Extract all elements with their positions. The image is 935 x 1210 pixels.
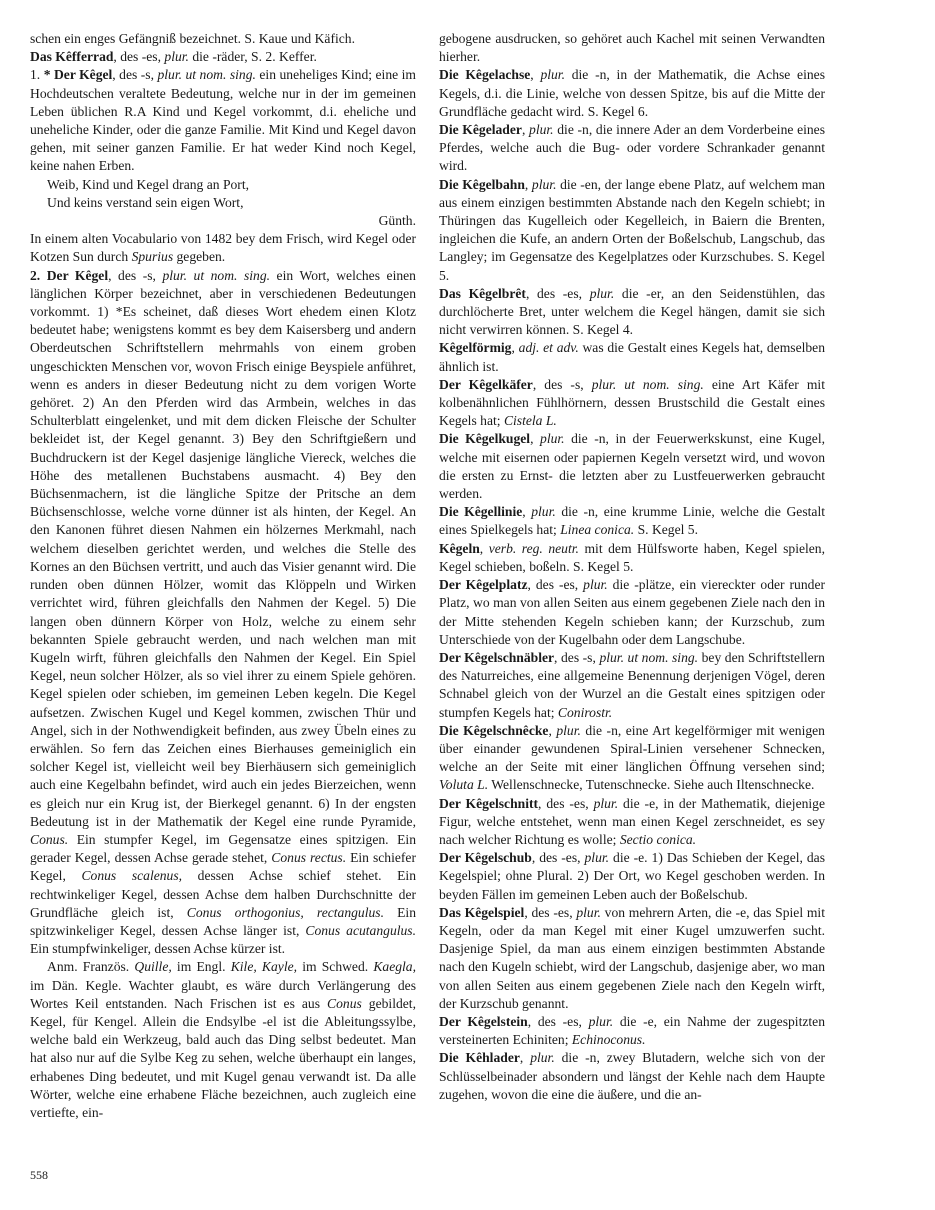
headword: Die Kêgelachse <box>439 67 531 83</box>
italic-term: Conus acutangulus. <box>305 922 416 938</box>
italic-term: adj. et adv. <box>518 340 579 356</box>
body-text: schen ein enges Gefängniß bezeichnet. S. Kaue und Käfich. <box>30 31 355 46</box>
dictionary-entry <box>439 430 825 503</box>
body-text: die -räder, S. 2. Keffer. <box>188 49 317 65</box>
headword: Der Kêgelschnäbler <box>439 649 555 665</box>
headword: Das Kêgelbrêt <box>439 285 526 301</box>
dictionary-entry <box>439 540 825 576</box>
italic-term: Conirostr. <box>557 704 613 720</box>
italic-term: plur. <box>529 122 554 138</box>
dictionary-entry <box>439 576 825 649</box>
headword: Der Kêgelschnitt <box>439 795 539 811</box>
italic-term: plur. <box>583 577 608 593</box>
body-text: , <box>530 67 541 83</box>
body-text: Günth. <box>378 213 416 229</box>
dictionary-entry <box>439 849 825 904</box>
italic-term: Conus scalenus, <box>81 868 183 884</box>
headword: Kêgelförmig <box>439 340 512 356</box>
dictionary-entry <box>439 795 825 850</box>
italic-term: plur. <box>540 67 565 83</box>
dictionary-entry <box>439 1049 825 1104</box>
body-text: , <box>530 431 541 447</box>
body-text: eine Art Käfer mit kolbenähnlichen Fühlhörnern, dessen Brustschild die Gestalt eines Kegels hat; <box>439 376 825 429</box>
body-text: die -e. 1) Das Schieben der Kegel, das Kegelspiel; ohne Plural. 2) Der Ort, wo Kegel geschoben werden. In beyden Fällen im gemeinen Leben auch der Boßelschub. <box>439 850 825 902</box>
italic-term: Echinoconus. <box>571 1032 646 1048</box>
body-text: S. Kegel 5. <box>634 522 698 538</box>
body-text: , <box>511 340 519 356</box>
body-text: , <box>479 540 489 556</box>
dictionary-entry <box>439 376 825 431</box>
headword: Der Kêgelkäfer <box>439 376 533 392</box>
body-text: , des -es, <box>531 850 585 866</box>
italic-term: plur. ut nom. sing. <box>599 649 699 665</box>
headword: Die Kêgelschnêcke <box>439 722 549 738</box>
body-text: 1. <box>30 67 44 83</box>
body-text: was die Gestalt eines Kegels hat, demselben ähnlich ist. <box>439 340 826 374</box>
italic-term: plur. <box>530 1050 555 1066</box>
italic-term: plur. ut nom. sing. <box>162 267 271 283</box>
body-text: Weib, Kind und Kegel drang an Port, <box>47 176 250 192</box>
body-text: , des -s, <box>532 376 592 392</box>
italic-term: Conus orthogonius, rectangulus. <box>186 904 384 920</box>
italic-term: Kaegla, <box>373 959 416 975</box>
dictionary-entry <box>439 1013 825 1049</box>
dictionary-entry <box>439 66 825 121</box>
body-text: Ein stumpfwinkeliger, dessen Achse kürzer ist. <box>30 941 286 957</box>
body-text: Ein stumpfer Kegel, im Gegensatze eines spitzigen. Ein gerader Kegel, dessen Achse gerade stehet, <box>30 831 416 866</box>
italic-term: plur. <box>164 49 189 65</box>
italic-term: Sectio conica. <box>619 831 697 847</box>
body-text: die -e, ein Nahme der zugespitzten versteinerten Echiniten; <box>439 1013 825 1048</box>
italic-term: Conus rectus. <box>271 850 347 866</box>
dictionary-entry <box>439 121 825 176</box>
headword: Die Kêgelader <box>439 122 522 138</box>
dictionary-entry <box>439 339 825 375</box>
body-text: die -n, eine krumme Linie, welche die Gestalt eines Spielkegels hat; <box>439 504 825 538</box>
body-text: Ein spitzwinkeliger Kegel, dessen Achse länger ist, <box>30 904 417 938</box>
page-number: 558 <box>30 1168 48 1182</box>
dictionary-entry <box>439 904 825 1013</box>
headword: * Der Kêgel <box>43 67 113 83</box>
italic-term: Cistela L. <box>503 413 557 429</box>
dictionary-entry <box>439 176 825 285</box>
body-text: , <box>548 722 557 738</box>
body-text: die -n, zwey Blutadern, welche sich von der Schlüsselbeinader absondern und längst der Kehle nach dem Haupte zugehen, wovon die eine die äußere, und die an- <box>439 1050 826 1102</box>
text-paragraph <box>439 30 825 66</box>
body-text: , des -es, <box>527 577 584 593</box>
body-text: , <box>519 1050 531 1066</box>
body-text: ein uneheliges Kind; eine im Hochdeutschen veraltete Bedeutung, welche nur in der im gemeinen Leben üblichen R.A Kind und Kegel vorkommt, d.i. eheliche und uneheliche Kinder, oder die ganze Familie. Mit Kind und Kegel davon gehen, mit seiner ganzen Familie. Er hat weder Kind noch Kegel, keine nahen Erben. <box>30 67 416 174</box>
dictionary-entry <box>439 722 825 795</box>
body-text: , <box>524 176 532 192</box>
dictionary-entry <box>30 267 416 959</box>
headword: Der Kêgelstein <box>439 1013 528 1029</box>
headword: Das Kêfferrad <box>30 49 114 65</box>
italic-term: plur. <box>584 850 610 866</box>
dictionary-entry <box>439 285 825 340</box>
body-text: die -en, der lange ebene Platz, auf welchem man aus einem einzigen bestimmten Abstande nach den Kegeln schiebt; in Thüringen das Kugelleich oder Kegelleich, in Baiern die Brenten, ingleichen die Kufe, an andern Orten der Boßelschub, Langschub, das Langley; im Gegensatze des Kegelplatzes oder Kurzschubes. S. Kegel 5. <box>439 176 826 283</box>
dictionary-entry <box>439 503 825 539</box>
body-text: dessen Achse schief stehet. Ein rechtwinkeliger Kegel, dessen Achse dem halben Durchschnitte der Grundfläche gleich ist, <box>30 868 416 920</box>
italic-term: Conus. <box>30 831 69 847</box>
body-text: , des -s, <box>112 67 158 83</box>
headword: Das Kêgelspiel <box>439 904 525 920</box>
text-paragraph <box>30 958 416 1122</box>
italic-term: plur. ut nom. sing. <box>591 376 704 392</box>
headword: Der Kêgelschub <box>439 850 532 866</box>
body-text: im Schwed. <box>297 959 374 975</box>
body-text: , <box>522 504 532 520</box>
body-text: , des -s, <box>554 649 600 665</box>
body-text: gebogene ausdrucken, so gehöret auch Kachel mit seinen Verwandten hierher. <box>439 31 825 65</box>
body-text: von mehrern Arten, die -e, das Spiel mit Kegeln, oder da man Kegel mit einer Kugel umzuwerfen sucht. Dasjenige Spiel, da man aus einem einzigen bestimmten Abstande nach den Kugeln schiebt, wird der Langschub, dasjenige aber, wo man von allen Seiten aus einem gegebenen Ziele nach den Kegeln wirft, der Kurzschub genannt. <box>439 904 825 1011</box>
italic-term: plur. <box>593 795 619 811</box>
text-paragraph <box>30 66 416 175</box>
italic-term: plur. <box>531 504 556 520</box>
italic-term: Voluta L. <box>439 777 489 793</box>
body-text: im Dän. Kegle. Wachter glaubt, es wäre durch Verlängerung des Wortes Keil entstanden. Nach Frischen ist es aus <box>30 977 416 1011</box>
body-text: , <box>521 122 530 138</box>
text-paragraph <box>30 30 416 48</box>
italic-term: Kile, Kayle, <box>230 959 298 975</box>
headword: Die Kêgellinie <box>439 504 523 520</box>
body-text: gegeben. <box>173 249 226 265</box>
body-text: , des -es, <box>538 795 594 811</box>
body-text: , des -es, <box>524 904 577 920</box>
headword: Der Kêgelplatz <box>439 577 528 593</box>
verse-line <box>30 176 416 194</box>
body-text: , des -es, <box>113 49 165 65</box>
body-text: die -plätze, ein viereckter oder runder Platz, wo man von allen Seiten aus einem gegebenen Ziele nach den in der Mitte stehenden Kegeln schieben kann; der Kurzschub, zum Unterschiede von der Kugelbahn oder dem Langschube. <box>439 577 826 647</box>
italic-term: plur. <box>576 904 601 920</box>
body-text: die -e, in der Mathematik, diejenige Figur, welche entstehet, wenn man einen Kegel zerschneidet, es sey nach welcher Richtung es wolle; <box>439 795 826 847</box>
dictionary-entry <box>439 649 825 722</box>
italic-term: plur. <box>588 1013 614 1029</box>
body-text: Wellenschnecke, Tutenschnecke. Siehe auch Iltenschnecke. <box>488 777 815 793</box>
author-signature <box>30 212 416 230</box>
body-text: Und keins verstand sein eigen Wort, <box>47 194 244 210</box>
body-text: die -n, in der Mathematik, die Achse eines Kegels, d.i. die Linie, welche von dessen Spitze, bis auf die Mitte der Grundfläche gedacht wird. S. Kegel 6. <box>439 67 825 119</box>
body-text: , des -es, <box>527 1013 589 1029</box>
body-text: gebildet, Kegel, für Kengel. Allein die Endsylbe -el ist die Ableitungssylbe, welche bald ein Werkzeug, bald auch das Ding selbst bedeutet. Man hat also nur auf die Sylbe Keg zu sehen, welche überhaupt ein langes, erhabenes Ding bedeutet, und mit Kugel genau verwandt ist. Da alle Wörter, welche eine erhabene Fläche bezeichnen, auch zugleich eine vertiefte, ein- <box>30 995 416 1120</box>
italic-term: Conus <box>327 995 362 1011</box>
left-column <box>30 30 416 1122</box>
body-text: im Engl. <box>171 959 231 975</box>
italic-term: plur. <box>589 285 615 301</box>
body-text: die -er, an den Seidenstühlen, das durchlöcherte Bret, unter welchem die Kegel hängen, damit sie sich nicht verwirren können. S. Kegel 4. <box>439 285 825 338</box>
headword: Die Kêgelkugel <box>439 431 531 447</box>
headword: Kêgeln <box>439 540 480 556</box>
body-text: die -n, in der Feuerwerkskunst, eine Kugel, welche mit eisernen oder papiernen Kegeln versetzt wird, und wovon die ersten zu Ernst- die letzten aber zu Lustfeuerwerken gebraucht werden. <box>439 431 825 502</box>
body-text: Anm. Französ. <box>47 959 135 975</box>
italic-term: Quille, <box>134 959 172 975</box>
text-paragraph <box>30 230 416 266</box>
body-text: die -n, eine Art kegelförmiger mit wenigen über einander gewundenen Spiral-Linien versehener Schnecken, welche an der Seite mit einer länglichen Öffnung versehen sind; <box>439 722 825 775</box>
body-text: bey den Schriftstellern des Naturreiches, eine allgemeine Benennung derjenigen Vögel, deren Schnabel gleich von der Wurzel an die Gestalt eines spitzigen oder stumpfen Kegels hat; <box>439 649 825 720</box>
headword: 2. Der Kêgel <box>30 267 109 283</box>
verse-line <box>30 194 416 212</box>
italic-term: plur. <box>540 431 565 447</box>
body-text: In einem alten Vocabulario von 1482 bey dem Frisch, wird Kegel oder Kotzen Sun durch <box>30 231 416 265</box>
body-text: die -n, die innere Ader an dem Vorderbeine eines Pferdes, welche auch die Bug- oder vordere Schrankader genannt wird. <box>439 122 826 174</box>
headword: Die Kêhlader <box>439 1050 520 1066</box>
italic-term: plur. ut nom. sing. <box>157 67 256 83</box>
body-text: , des -es, <box>525 285 590 301</box>
italic-term: plur. <box>531 176 557 192</box>
italic-term: Spurius <box>131 249 174 265</box>
body-text: Ein schiefer Kegel, <box>30 850 416 884</box>
body-text: mit dem Hülfsworte haben, Kegel spielen, Kegel schieben, boßeln. S. Kegel 5. <box>439 540 826 574</box>
headword: Die Kêgelbahn <box>439 176 525 192</box>
italic-term: plur. <box>556 722 581 738</box>
body-text: ein Wort, welches einen länglichen Körper bezeichnet, aber in verschiedenen Bedeutungen vorkommt. 1) *Es scheinet, daß dieses Wort ehedem einen Klotz bedeutet habe; wenigstens kommt es bey dem Kaisersberg und andern Oberdeutschen Schriftstellern mehrmahls von einem groben ungeschickten Menschen vor, wovon Frisch einige Beyspiele anführet, wenn es anders in dieser Bedeutung nicht zu dem vorigen Worte gehöret. 2) An den Pferden wird das Armbein, welches in das Schulterblatt eingelenket, und mit dem dicken Fleische der Schulter bekleidet ist, der Kegel genannt. 3) Bey den Schriftgießern und Buchdruckern ist der Kegel dasjenige längliche Viereck, welches die Höhe des metallenen Buchstabens ausmacht. 4) Bey den Büchsenmachern, ist die längliche Spitze der Pritsche an dem Büchsenschlosse, welche vorne dünner ist als hinten, der Kegel. An den Kanonen führet diesen Nahmen ein hölzernes Merkmahl, nach welchem dieselben gerichtet werden, und welches die Stelle des Kornes an den Büchsen vertritt, und auch das Visier genannt wird. Die runden oben dünnen Hölzer, womit das Klöppeln und Wirken verrichtet wird, führen gleichfalls den Nahmen der Kegel. 5) Die langen oben dünnern Körper von Holz, welche zu einem sehr bekannten Spiele gebraucht werden, und nach welchen man mit Kugeln wirft, führen gleichfalls den Nahmen der Kegel. Ein Spiel Kegel, neun solcher Hölzer, als so viel ihrer zu einem Spiele gehören. Kegel spielen oder schieben, im gemeinen Leben kegeln. Die Kegel aufsetzen. Zwischen Kugel und Kegel kommen, zwischen Thür und Angel, sich in der Nothwendigkeit befinden, aus zwey Übeln eines zu erwählen. So fern das Zeichen eines Bierhauses gemeiniglich ein solcher Kegel ist, vielleicht weil bey Bierhäusern sich gemeiniglich auch eine Kegelbahn befindet, wird auch ein jedes Bierzeichen, wenn es gleich nur ein Krug ist, der Bierkegel genannt. 6) In der engsten Bedeutung ist in der Mathematik der Kegel eine runde Pyramide, <box>30 267 416 829</box>
body-text: , des -s, <box>108 267 163 283</box>
italic-term: Linea conica. <box>560 522 635 538</box>
dictionary-entry <box>30 48 416 66</box>
right-column <box>439 30 825 1104</box>
italic-term: verb. reg. neutr. <box>488 540 579 556</box>
